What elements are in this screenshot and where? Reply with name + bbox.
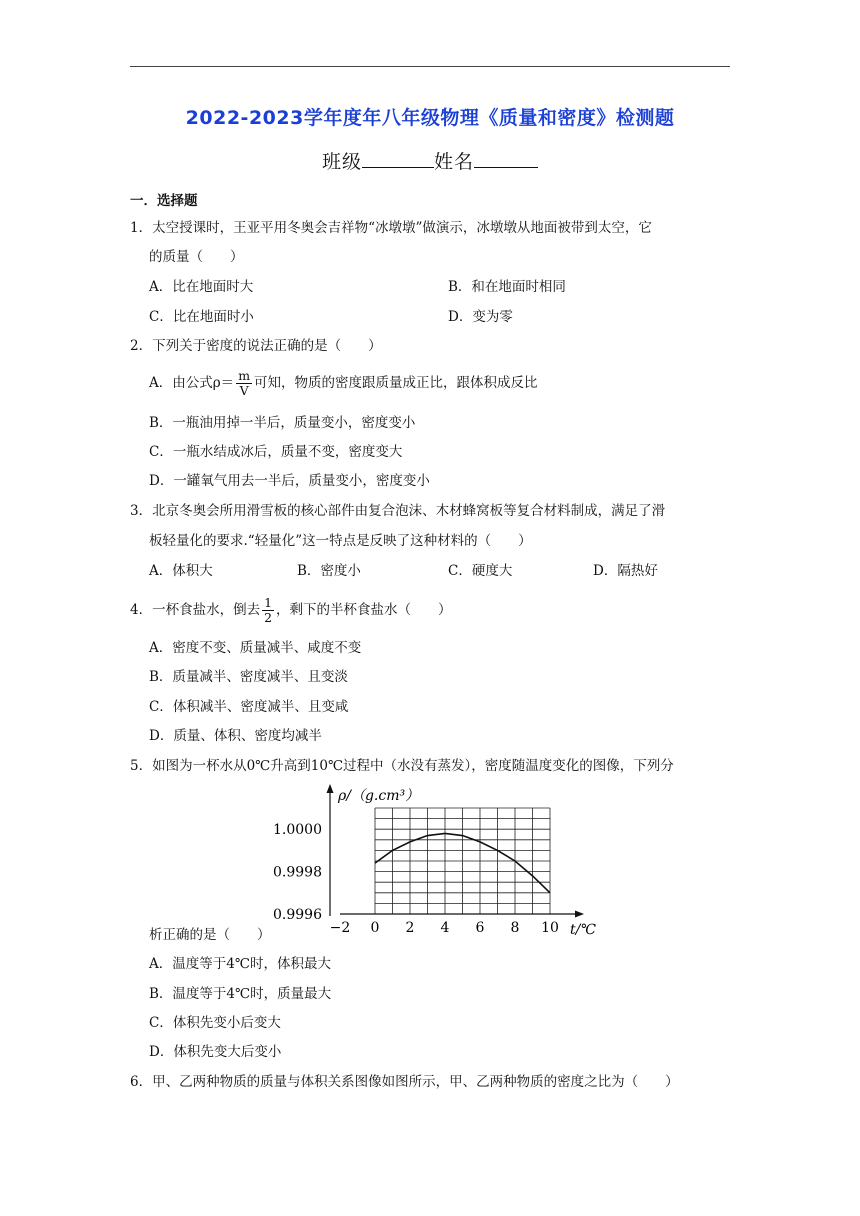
question-4-option-a[interactable]: A．密度不变、质量减半、咸度不变 xyxy=(149,640,362,656)
name-blank[interactable] xyxy=(474,149,538,168)
x-tick-label: 2 xyxy=(405,920,415,936)
question-1-stem: 1．太空授课时，王亚平用冬奥会吉祥物“冰墩墩”做演示，冰墩墩从地面被带到太空，它 xyxy=(130,220,652,236)
y-tick-label: 1.0000 xyxy=(273,822,322,839)
question-5-option-c[interactable]: C．体积先变小后变大 xyxy=(149,1015,281,1031)
question-2-option-d[interactable]: D．一罐氧气用去一半后，质量变小，密度变小 xyxy=(149,473,430,489)
density-formula xyxy=(236,369,252,398)
y-tick-label: 0.9996 xyxy=(273,907,322,923)
x-axis-label: t/℃ xyxy=(570,922,597,938)
x-tick-label: 4 xyxy=(440,920,450,936)
option-a-prefix: A．由公式ρ＝ xyxy=(149,375,235,391)
question-2-option-a[interactable] xyxy=(149,369,538,398)
section-heading: 一．选择题 xyxy=(130,193,198,209)
question-4-option-d[interactable]: D．质量、体积、密度均减半 xyxy=(149,728,322,744)
chart-grid xyxy=(375,808,550,914)
class-blank[interactable] xyxy=(362,149,434,168)
question-3-option-d[interactable]: D．隔热好 xyxy=(593,563,658,579)
question-1-stem-cont: 的质量（ ） xyxy=(149,249,244,265)
question-6-stem: 6．甲、乙两种物质的质量与体积关系图像如图所示，甲、乙两种物质的密度之比为（ ） xyxy=(130,1074,679,1090)
question-1-option-d[interactable]: D．变为零 xyxy=(448,309,513,325)
question-5-stem-cont: 析正确的是（ ） xyxy=(149,927,271,943)
question-1-option-a[interactable]: A．比在地面时大 xyxy=(149,279,254,295)
question-5-option-a[interactable]: A．温度等于4℃时，体积最大 xyxy=(149,956,331,972)
question-4-option-b[interactable]: B．质量减半、密度减半、且变淡 xyxy=(149,669,348,685)
question-3-option-b[interactable]: B．密度小 xyxy=(297,563,361,579)
question-4-option-c[interactable]: C．体积减半、密度减半、且变咸 xyxy=(149,699,349,715)
x-tick-label: 6 xyxy=(475,920,485,936)
question-2-stem: 2．下列关于密度的说法正确的是（ ） xyxy=(130,338,382,354)
question-3-option-a[interactable]: A．体积大 xyxy=(149,563,213,579)
option-a-suffix: 可知，物质的密度跟质量成正比，跟体积成反比 xyxy=(254,375,538,391)
question-2-option-b[interactable]: B．一瓶油用掉一半后，质量变小，密度变小 xyxy=(149,415,416,431)
question-4-suffix: ，剩下的半杯食盐水（ ） xyxy=(276,602,452,618)
class-name-line xyxy=(0,147,860,174)
x-tick-label: 0 xyxy=(370,920,380,936)
y-tick-label: 0.9998 xyxy=(273,864,322,881)
y-axis-arrow xyxy=(327,784,334,793)
top-rule xyxy=(130,66,730,67)
question-4-stem xyxy=(130,596,452,625)
x-tick-label: 10 xyxy=(541,920,559,936)
question-3-stem-cont: 板轻量化的要求.“轻量化”这一特点是反映了这种材料的（ ） xyxy=(149,533,532,549)
question-5-option-b[interactable]: B．温度等于4℃时，质量最大 xyxy=(149,986,332,1002)
y-axis-label: ρ/（g.cm³） xyxy=(338,788,420,804)
question-1-option-c[interactable]: C．比在地面时小 xyxy=(149,309,254,325)
formula-numerator: m xyxy=(238,368,251,383)
name-label: 姓名 xyxy=(434,151,475,173)
formula-denominator: V xyxy=(239,383,249,398)
question-5-stem: 5．如图为一杯水从0℃升高到10℃过程中（水没有蒸发），密度随温度变化的图像，下列分 xyxy=(130,758,674,774)
question-4-prefix: 4．一杯食盐水，倒去 xyxy=(130,602,261,618)
question-3-stem: 3．北京冬奥会所用滑雪板的核心部件由复合泡沫、木材蜂窝板等复合材料制成，满足了滑 xyxy=(130,503,666,519)
x-axis-arrow xyxy=(575,911,584,918)
x-tick-label: −2 xyxy=(329,920,351,936)
class-label: 班级 xyxy=(321,151,362,173)
question-1-option-b[interactable]: B．和在地面时相同 xyxy=(448,279,566,295)
question-2-option-c[interactable]: C．一瓶水结成冰后，质量不变，密度变大 xyxy=(149,444,403,460)
x-tick-label: 8 xyxy=(510,920,520,936)
page-title: 2022-2023学年度年八年级物理《质量和密度》检测题 xyxy=(185,107,675,129)
question-3-option-c[interactable]: C．硬度大 xyxy=(448,563,513,579)
question-5-option-d[interactable]: D．体积先变大后变小 xyxy=(149,1044,282,1060)
fraction-denominator: 2 xyxy=(264,610,273,625)
chart-tick-labels xyxy=(273,788,596,938)
fraction-numerator: 1 xyxy=(264,595,273,610)
density-temperature-chart xyxy=(273,784,600,944)
half-fraction xyxy=(262,596,274,625)
